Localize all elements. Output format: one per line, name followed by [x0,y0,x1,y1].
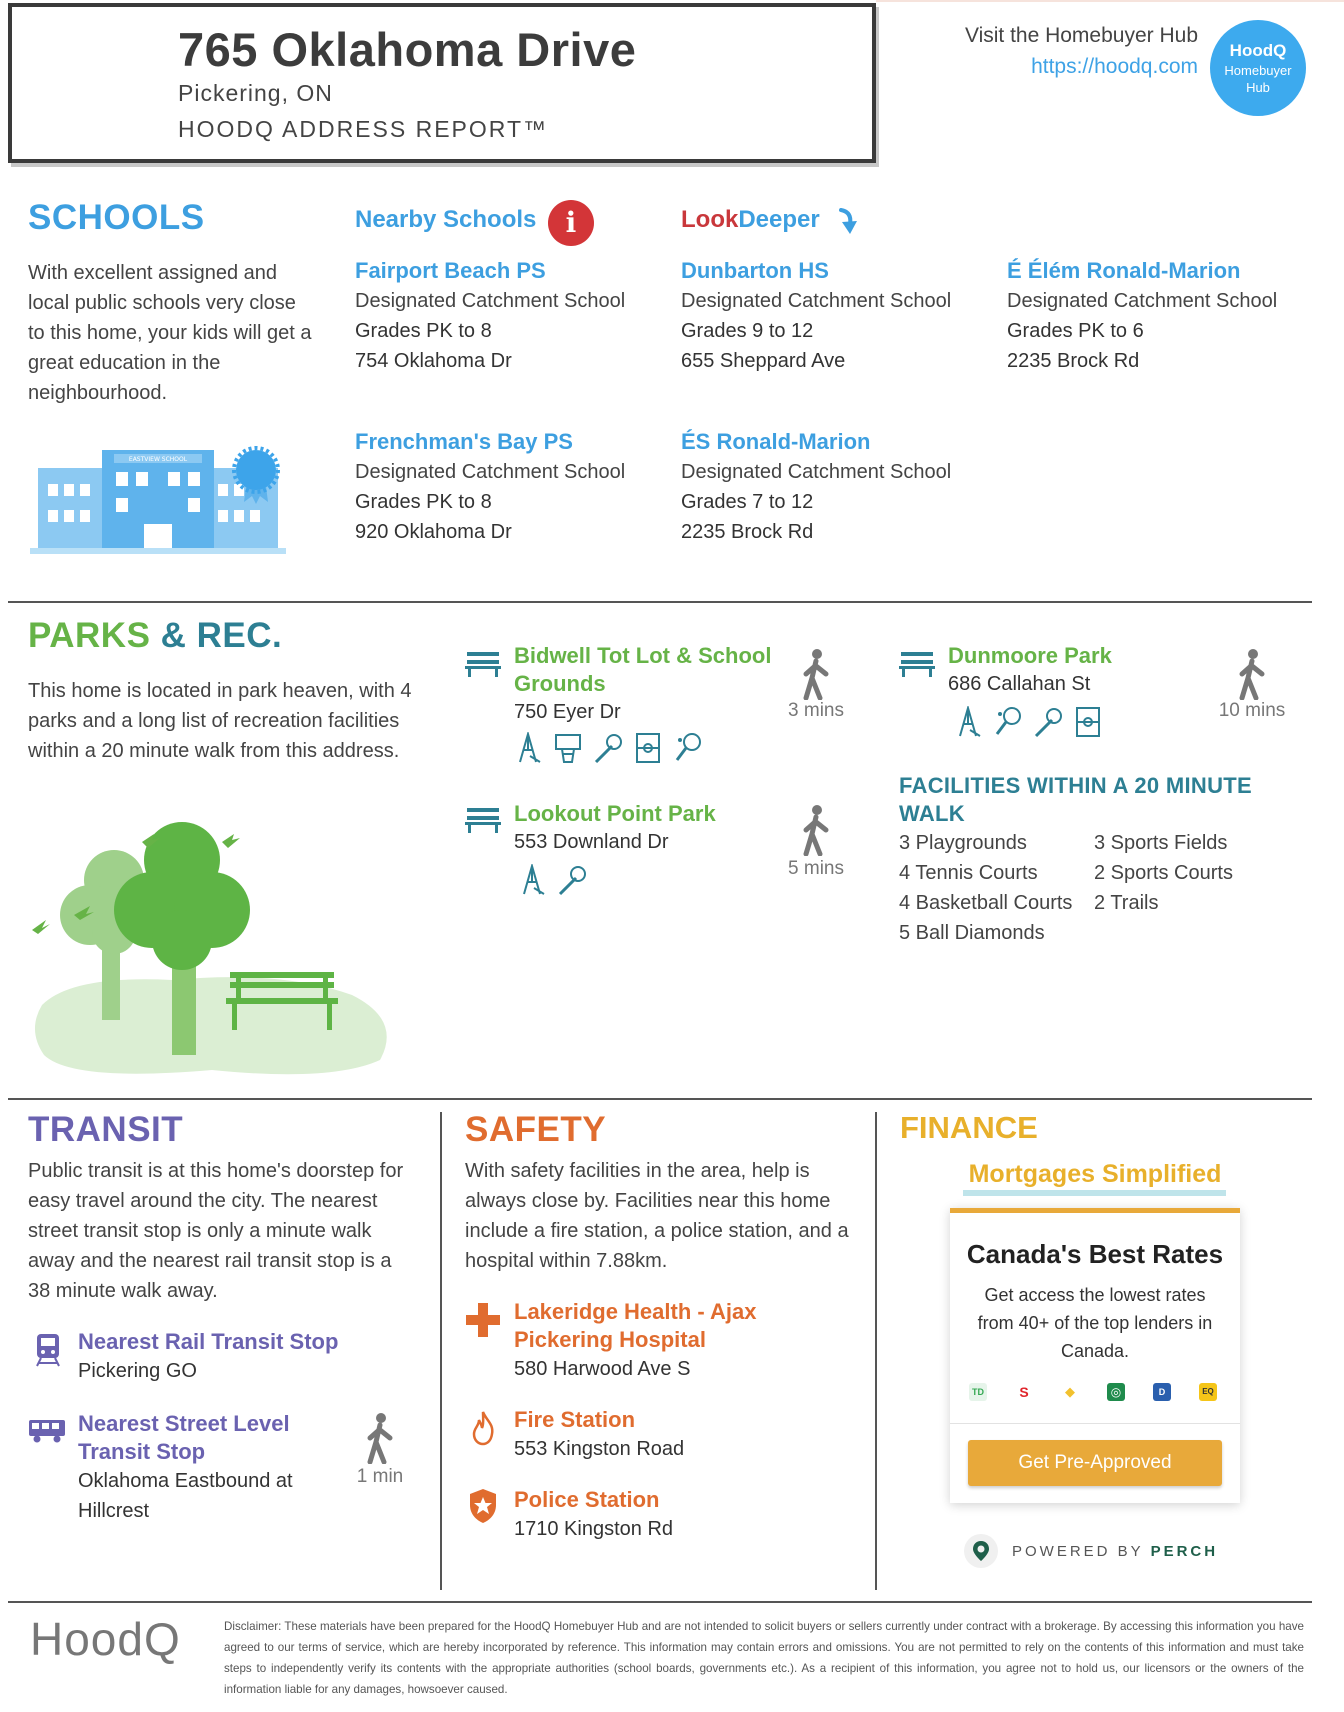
ball-diamond-icon [1034,706,1062,738]
ball-diamond-icon [558,864,586,896]
police-station-name: Police Station [514,1487,660,1512]
homebuyer-hub-promo [940,20,1198,82]
park-address: 686 Callahan St [948,673,1091,695]
police-station-address: 1710 Kingston Rd [514,1518,674,1540]
school-type: Designated Catchment School [681,290,952,312]
school-type: Designated Catchment School [355,290,626,312]
park-facility-icons [954,706,1194,738]
school-type: Designated Catchment School [681,461,952,483]
school-card[interactable] [681,256,981,376]
hospital-cross-icon [466,1303,500,1337]
facility-count: 3 Sports Fields [1094,832,1228,854]
park-bench-icon [465,806,501,834]
park-name: Lookout Point Park [514,801,716,826]
hoodq-logo: HoodQ [30,1613,181,1665]
walking-person-icon [1236,648,1268,700]
facilities-column-2 [1094,828,1294,918]
school-address: 754 Oklahoma Dr [355,350,512,372]
walking-person-icon [800,804,832,856]
transit-intro: Public transit is at this home's doorstep for easy travel around the city. The nearest street transit stop is only a minute walk away and the nearest rail transit stop is a 38 minute walk away. [28,1160,404,1302]
basketball-icon [554,732,582,764]
rail-transit-label: Nearest Rail Transit Stop [78,1329,339,1354]
rates-card-title: Canada's Best Rates [966,1239,1224,1269]
lender-crest-icon: ◆ [1061,1383,1079,1401]
school-building-illustration [30,440,286,560]
school-name: Frenchman's Bay PS [355,429,573,454]
tennis-icon [994,706,1022,738]
schools-section-title: SCHOOLS [28,198,205,237]
top-accent-strip [876,0,1344,2]
facilities-column-1 [899,828,1099,948]
safety-intro: With safety facilities in the area, help is always close by. Facilities near this home include a fire station, a police station, and a hospital within 7.88km. [465,1160,849,1272]
scotiabank-logo-icon: S [1015,1383,1033,1401]
lookdeeper-deeper: Deeper [738,206,820,233]
eq-bank-logo-icon: EQ [1199,1383,1217,1401]
finance-section-title: FINANCE [900,1110,1038,1145]
facility-count: 4 Tennis Courts [899,862,1038,884]
badge-line-3: Hub [1246,80,1270,95]
park-address: 553 Downland Dr [514,831,669,853]
street-transit-label: Nearest Street Level Transit Stop [78,1411,290,1464]
walk-time: 5 mins [788,858,844,879]
address-title: 765 Oklahoma Drive [178,23,637,76]
parks-intro: This home is located in park heaven, with 4 parks and a long list of recreation facilities within a 20 minute walk from this address. [28,680,412,762]
school-type: Designated Catchment School [1007,290,1278,312]
ball-diamond-icon [594,732,622,764]
tennis-icon [674,732,702,764]
nearby-schools-title: Nearby Schools [355,206,537,233]
school-address: 655 Sheppard Ave [681,350,846,372]
card-divider [950,1423,1240,1424]
park-name: Dunmoore Park [948,643,1112,668]
perch-logo-badge [964,1534,998,1568]
school-grades: Grades PK to 8 [355,491,492,513]
sports-field-icon [634,732,662,764]
report-title: HOODQ ADDRESS REPORT™ [178,116,549,142]
sports-field-icon [1074,706,1102,738]
hub-link[interactable]: https://hoodq.com [1031,55,1198,78]
column-divider [875,1112,877,1590]
school-sign-text: EASTVIEW SCHOOL [128,456,188,463]
hospital-name: Lakeridge Health - Ajax Pickering Hospital [514,1299,757,1352]
perch-brand: PERCH [1150,1543,1219,1560]
desjardins-logo-icon: D [1153,1383,1171,1401]
rail-transit-block[interactable] [78,1328,398,1386]
facility-count: 2 Trails [1094,892,1159,914]
facility-count: 5 Ball Diamonds [899,922,1045,944]
lender-ring-icon: ◎ [1107,1383,1125,1401]
parks-title-word: PARKS [28,616,151,655]
school-address: 2235 Brock Rd [1007,350,1140,372]
disclaimer-text: Disclaimer: These materials have been prepared for the HoodQ Homebuyer Hub and are not intended to solicit buyers or sellers currently under contract with a brokerage. By accessing this information you have agreed to our terms of service, which are hereby incorporated by reference. This information may contain errors and omissions. You are not permitted to rely on the contents of this information and must take steps to independently verify its contents with the appropriate authorities (school boards, governments etc.). As a recipient of this information, you agree not to hold us, our licensors or the owners of the information liable for any damages, howsoever caused. [224,1620,1304,1696]
park-facility-icons [514,732,794,764]
street-transit-value: Oklahoma Eastbound at Hillcrest [78,1470,293,1522]
walking-person-icon [364,1412,396,1464]
lookdeeper-link[interactable] [681,206,820,234]
school-card[interactable] [355,256,655,376]
fire-icon [470,1410,496,1446]
park-card[interactable] [514,800,784,856]
school-name: ÉS Ronald-Marion [681,429,871,454]
park-name: Bidwell Tot Lot & School Grounds [514,643,772,696]
mortgages-simplified-title: Mortgages Simplified [968,1160,1222,1188]
curved-arrow-down-icon [836,208,858,236]
park-bench-icon [465,650,501,678]
walk-time: 3 mins [788,700,844,721]
homebuyer-hub-badge[interactable] [1210,20,1306,116]
facility-count: 3 Playgrounds [899,832,1027,854]
park-bench-icon [899,650,935,678]
schools-intro: With excellent assigned and local public schools very close to this home, your kids will get a great education in the neighbourhood. [28,262,312,404]
school-card[interactable] [1007,256,1307,376]
lookdeeper-look: Look [681,206,739,233]
school-name: Dunbarton HS [681,258,829,283]
facilities-title: FACILITIES WITHIN A 20 MINUTE WALK [899,773,1252,826]
td-logo-icon: TD [969,1383,987,1401]
school-grades: Grades PK to 6 [1007,320,1144,342]
police-station-block[interactable] [514,1486,834,1544]
rates-card-description: Get access the lowest rates from 40+ of the top lenders in Canada. [977,1285,1213,1361]
mortgage-title-highlight [963,1190,1226,1196]
playground-icon [514,732,542,764]
school-card[interactable] [681,427,981,547]
school-card[interactable] [355,427,655,547]
school-name: Fairport Beach PS [355,258,546,283]
school-address: 920 Oklahoma Dr [355,521,512,543]
map-pin-icon [964,1534,998,1568]
walk-time: 1 min [356,1466,404,1487]
section-divider [8,601,1312,603]
best-rates-card [950,1208,1240,1503]
get-pre-approved-button[interactable]: Get Pre-Approved [968,1440,1222,1486]
park-card[interactable] [948,642,1198,698]
train-icon [34,1332,62,1368]
safety-section-title: SAFETY [465,1110,607,1149]
address-city: Pickering, ON [178,80,333,106]
walking-person-icon [800,648,832,700]
facility-count: 2 Sports Courts [1094,862,1233,884]
parks-section-title [28,616,282,656]
hospital-block[interactable] [514,1298,834,1384]
transit-section-title: TRANSIT [28,1110,184,1149]
section-divider [8,1098,1312,1100]
street-transit-block[interactable] [78,1410,338,1526]
school-type: Designated Catchment School [355,461,626,483]
rail-transit-value: Pickering GO [78,1360,197,1382]
section-divider [8,1601,1312,1603]
school-address: 2235 Brock Rd [681,521,814,543]
info-icon[interactable]: i [548,200,594,246]
school-grades: Grades 9 to 12 [681,320,814,342]
column-divider [440,1112,442,1590]
park-card[interactable] [514,642,784,726]
hospital-address: 580 Harwood Ave S [514,1358,691,1380]
police-shield-icon [468,1488,498,1524]
school-grades: Grades PK to 8 [355,320,492,342]
badge-line-2: Homebuyer [1224,63,1292,78]
school-name: É Élém Ronald-Marion [1007,258,1241,283]
hub-visit-text: Visit the Homebuyer Hub [964,24,1198,47]
park-address: 750 Eyer Dr [514,701,621,723]
park-trees-illustration [32,820,394,1076]
facility-count: 4 Basketball Courts [899,892,1073,914]
park-facility-icons [518,864,638,896]
fire-station-address: 553 Kingston Road [514,1438,685,1460]
playground-icon [954,706,982,738]
school-grades: Grades 7 to 12 [681,491,814,513]
fire-station-block[interactable] [514,1406,834,1464]
rec-title-word: & REC. [160,616,283,655]
powered-by-perch [1012,1543,1218,1560]
playground-icon [518,864,546,896]
bus-icon [28,1418,66,1444]
powered-by-label: POWERED BY [1012,1543,1144,1560]
fire-station-name: Fire Station [514,1407,636,1432]
badge-line-1: HoodQ [1229,41,1287,60]
walk-time: 10 mins [1218,700,1286,721]
